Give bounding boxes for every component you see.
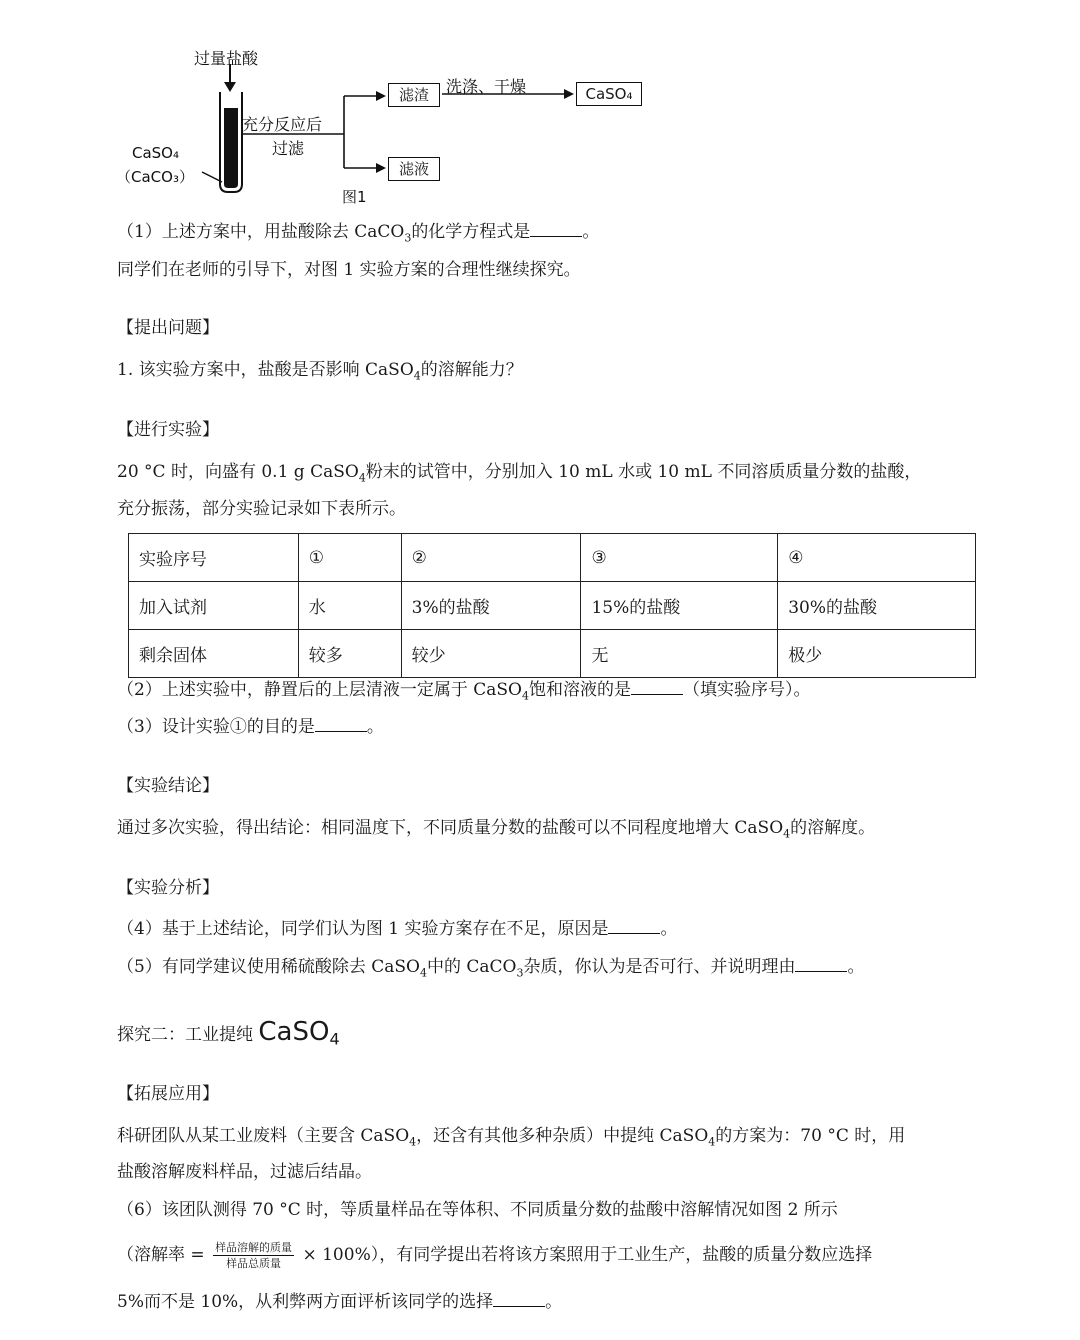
question-statement: 1. 该实验方案中，盐酸是否影响 CaSO$_4$的溶解能力？ — [117, 360, 523, 383]
table-cell: 无 — [581, 630, 778, 678]
heading-experiment: 【进行实验】 — [117, 420, 219, 440]
figure-1 — [110, 38, 670, 213]
question-6-line3: 5%而不是 10%，从利弊两方面评析该同学的选择 。 — [117, 1292, 563, 1312]
product-box: CaSO₄ — [576, 82, 642, 106]
table-cell: ① — [298, 534, 401, 582]
filtrate-box: 滤液 — [388, 157, 440, 181]
answer-blank[interactable] — [631, 678, 683, 695]
answer-blank[interactable] — [315, 715, 367, 732]
table-cell: 3%的盐酸 — [401, 582, 581, 630]
question-2: （2）上述实验中，静置后的上层清液一定属于 CaSO$_4$饱和溶液的是 （填实验序号）。 — [117, 680, 811, 703]
question-4: （4）基于上述结论，同学们认为图 1 实验方案存在不足，原因是 。 — [117, 919, 678, 939]
sample-label-bottom: （CaCO₃） — [116, 168, 194, 186]
table-cell: ③ — [581, 534, 778, 582]
experiment-table — [128, 533, 976, 678]
dissolution-rate-fraction: $\frac{\text{样品溶解的质量}}{\text{样品总质量}}$ — [215, 1241, 293, 1270]
experiment-desc-line1: 20 °C 时，向盛有 0.1 g CaSO$_4$粉末的试管中，分别加入 10 mL 水或 10 mL 不同溶质质量分数的盐酸， — [117, 462, 922, 485]
inquiry-two-heading: 探究二：工业提纯 CaSO$_4$ — [117, 1017, 340, 1049]
table-row — [129, 630, 976, 678]
reagent-label: 过量盐酸 — [194, 49, 259, 68]
question-5: （5）有同学建议使用稀硫酸除去 CaSO$_4$中的 CaCO$_3$杂质，你认为是否可行、并说明理由 。 — [117, 957, 865, 980]
table-cell: ④ — [778, 534, 976, 582]
table-cell: 较少 — [401, 630, 581, 678]
wash-dry-label: 洗涤、干燥 — [446, 77, 527, 96]
intro-text: 同学们在老师的引导下，对图 1 实验方案的合理性继续探究。 — [117, 260, 581, 280]
heading-application: 【拓展应用】 — [117, 1084, 219, 1104]
table-cell: 较多 — [298, 630, 401, 678]
table-cell: 水 — [298, 582, 401, 630]
process-label-top: 充分反应后 — [242, 115, 323, 134]
heading-question: 【提出问题】 — [117, 318, 219, 338]
question-6-line1: （6）该团队测得 70 °C 时，等质量样品在等体积、不同质量分数的盐酸中溶解情况如图 2 所示 — [117, 1200, 838, 1220]
table-cell: 剩余固体 — [129, 630, 299, 678]
conclusion-text: 通过多次实验，得出结论：相同温度下，不同质量分数的盐酸可以不同程度地增大 CaSO$_4$的溶解度。 — [117, 818, 876, 841]
question-1: （1）上述方案中，用盐酸除去 CaCO$_3$的化学方程式是 。 — [117, 222, 600, 245]
table-row — [129, 534, 976, 582]
process-label-bottom: 过滤 — [272, 139, 305, 158]
table-cell: 30%的盐酸 — [778, 582, 976, 630]
question-3: （3）设计实验①的目的是 。 — [117, 717, 384, 737]
answer-blank[interactable] — [608, 917, 660, 934]
answer-blank[interactable] — [493, 1290, 545, 1307]
residue-box: 滤渣 — [388, 83, 440, 107]
figure-caption: 图1 — [342, 188, 367, 206]
table-cell: 极少 — [778, 630, 976, 678]
table-row — [129, 582, 976, 630]
answer-blank[interactable] — [795, 955, 847, 972]
table-cell: 实验序号 — [129, 534, 299, 582]
experiment-desc-line2: 充分振荡，部分实验记录如下表所示。 — [117, 499, 406, 519]
sample-label-top: CaSO₄ — [132, 144, 180, 162]
heading-analysis: 【实验分析】 — [117, 878, 219, 898]
application-line2: 盐酸溶解废料样品，过滤后结晶。 — [117, 1162, 372, 1182]
table-cell: ② — [401, 534, 581, 582]
table-cell: 15%的盐酸 — [581, 582, 778, 630]
application-line1: 科研团队从某工业废料（主要含 CaSO$_4$，还含有其他多种杂质）中提纯 CaSO$_4$的方案为：70 °C 时，用 — [117, 1126, 906, 1149]
heading-conclusion: 【实验结论】 — [117, 776, 219, 796]
answer-blank[interactable] — [530, 220, 582, 237]
question-6-line2: （溶解率 = $\frac{\text{样品溶解的质量}}{\text{样品总质量}}$ × 100%），有同学提出若将该方案照用于工业生产，盐酸的质量分数应选择 — [117, 1241, 873, 1270]
table-cell: 加入试剂 — [129, 582, 299, 630]
